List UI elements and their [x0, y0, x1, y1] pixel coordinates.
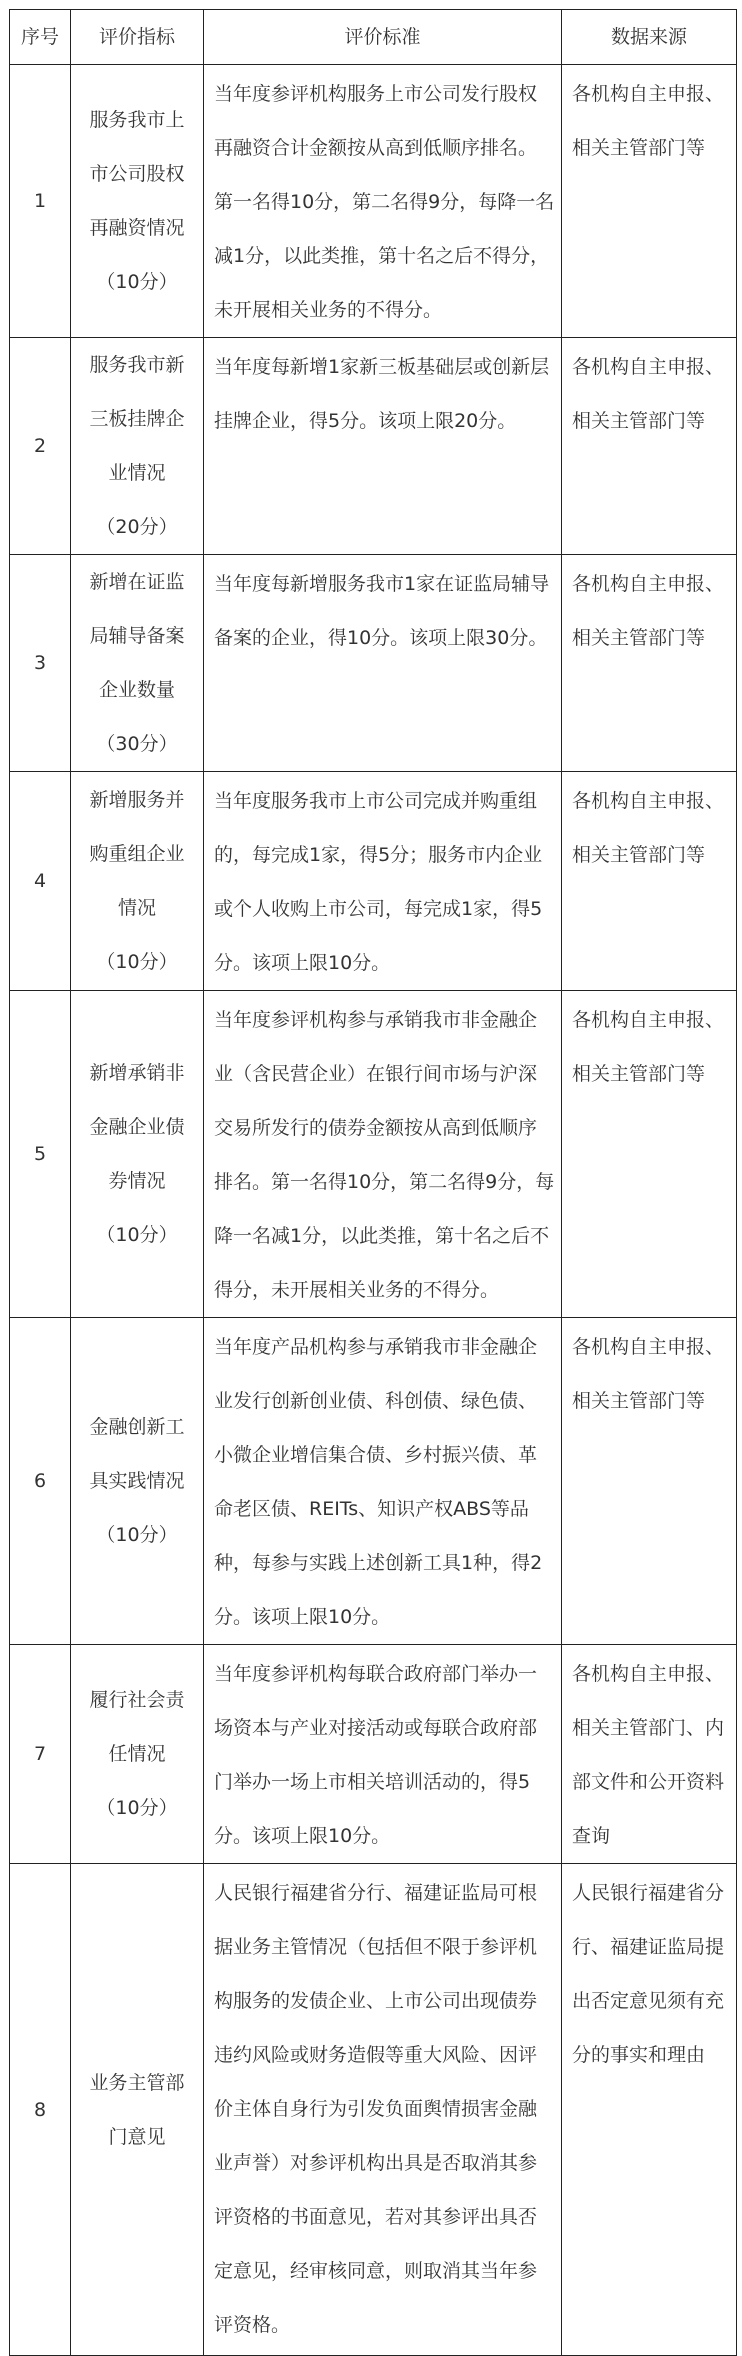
criteria-cell-line: 当年度每新增服务我市1家在证监局辅导	[214, 573, 550, 595]
source-cell-line: 相关主管部门等	[572, 627, 706, 649]
header-no: 序号	[10, 10, 71, 65]
row-number: 5	[10, 991, 71, 1318]
row-number: 4	[10, 772, 71, 991]
criteria-cell-line: 价主体自身行为引发负面舆情损害金融	[214, 2098, 538, 2120]
indicator-cell-line: 券情况	[108, 1170, 166, 1192]
indicator-cell-line: 金融创新工	[89, 1416, 185, 1438]
row-number: 6	[10, 1318, 71, 1645]
source-cell-line: 各机构自主申报、	[572, 356, 725, 378]
criteria-cell-line: 降一名减1分，以此类推，第十名之后不	[214, 1225, 550, 1247]
criteria-cell-line: 当年度服务我市上市公司完成并购重组	[214, 790, 538, 812]
source-cell-line: 各机构自主申报、	[572, 83, 725, 105]
table-row	[10, 991, 737, 1318]
table-row	[10, 1645, 737, 1864]
row-number: 7	[10, 1645, 71, 1864]
source-cell-line: 相关主管部门等	[572, 410, 706, 432]
criteria-cell-line: 种，每参与实践上述创新工具1种，得2	[214, 1552, 543, 1574]
criteria-cell-line: 门举办一场上市相关培训活动的，得5	[214, 1771, 531, 1793]
source-cell-line: 各机构自主申报、	[572, 790, 725, 812]
indicator-cell-line: （10分）	[96, 1224, 178, 1246]
indicator-cell-line: 任情况	[108, 1743, 166, 1765]
criteria-cell-line: 场资本与产业对接活动或每联合政府部	[214, 1717, 538, 1739]
indicator-cell-line: （20分）	[96, 516, 178, 538]
table-row	[10, 1318, 737, 1645]
indicator-cell-line: （10分）	[96, 1797, 178, 1819]
indicator-cell-line: 再融资情况	[89, 217, 185, 239]
indicator-cell-line: 情况	[117, 897, 156, 919]
criteria-cell-line: 备案的企业，得10分。该项上限30分。	[214, 627, 548, 649]
indicator-cell-line: 门意见	[108, 2125, 166, 2148]
criteria-cell	[204, 555, 562, 772]
table-row	[10, 772, 737, 991]
source-cell-line: 各机构自主申报、	[572, 573, 725, 595]
row-number: 8	[10, 1864, 71, 2356]
source-cell	[562, 1864, 737, 2356]
source-cell-line: 各机构自主申报、	[572, 1663, 725, 1685]
criteria-cell-line: 构服务的发债企业、上市公司出现债券	[214, 1990, 538, 2012]
criteria-cell	[204, 1864, 562, 2356]
criteria-cell-line: 据业务主管情况（包括但不限于参评机	[214, 1936, 538, 1958]
source-cell-line: 各机构自主申报、	[572, 1009, 725, 1031]
criteria-cell	[204, 1318, 562, 1645]
criteria-cell-line: 未开展相关业务的不得分。	[214, 299, 443, 321]
criteria-cell	[204, 1645, 562, 1864]
indicator-cell-line: 履行社会责	[89, 1689, 185, 1711]
source-cell-line: 部文件和公开资料	[572, 1771, 725, 1793]
source-cell	[562, 1645, 737, 1864]
criteria-cell-line: 得分，未开展相关业务的不得分。	[214, 1279, 500, 1301]
indicator-cell	[71, 1864, 204, 2356]
indicator-cell	[71, 772, 204, 991]
criteria-cell-line: 或个人收购上市公司，每完成1家，得5	[214, 898, 543, 920]
criteria-cell-line: 当年度参评机构参与承销我市非金融企	[214, 1009, 538, 1031]
source-cell-line: 人民银行福建省分	[572, 1882, 725, 1904]
criteria-cell-line: 当年度每新增1家新三板基础层或创新层	[214, 356, 550, 378]
criteria-cell-line: 违约风险或财务造假等重大风险、因评	[214, 2044, 538, 2066]
criteria-cell-line: 挂牌企业，得5分。该项上限20分。	[214, 410, 517, 432]
indicator-cell-line: （10分）	[96, 951, 178, 973]
source-cell-line: 出否定意见须有充	[572, 1990, 725, 2012]
row-number: 1	[10, 65, 71, 338]
indicator-cell-line: （10分）	[96, 271, 178, 293]
table-row	[10, 1864, 737, 2356]
indicator-cell	[71, 991, 204, 1318]
table-row	[10, 555, 737, 772]
indicator-cell-line: 新增在证监	[89, 571, 185, 593]
criteria-cell-line: 当年度参评机构服务上市公司发行股权	[214, 83, 538, 105]
row-number: 2	[10, 338, 71, 555]
criteria-cell-line: 分。该项上限10分。	[214, 952, 391, 974]
source-cell-line: 查询	[572, 1825, 611, 1847]
criteria-cell-line: 再融资合计金额按从高到低顺序排名。	[214, 137, 538, 159]
source-cell-line: 各机构自主申报、	[572, 1336, 725, 1358]
criteria-cell-line: 排名。第一名得10分，第二名得9分，每	[214, 1171, 555, 1193]
indicator-cell-line: 服务我市新	[89, 354, 185, 376]
criteria-cell-line: 第一名得10分，第二名得9分，每降一名	[214, 191, 555, 213]
source-cell-line: 分的事实和理由	[572, 2044, 706, 2066]
indicator-cell	[71, 338, 204, 555]
criteria-cell-line: 评资格。	[214, 2314, 291, 2336]
criteria-cell-line: 小微企业增信集合债、乡村振兴债、革	[214, 1444, 538, 1466]
criteria-cell	[204, 338, 562, 555]
table-row	[10, 338, 737, 555]
indicator-cell-line: 业情况	[108, 462, 166, 484]
source-cell-line: 相关主管部门、内	[572, 1717, 725, 1739]
source-cell	[562, 65, 737, 338]
criteria-cell-line: 业（含民营企业）在银行间市场与沪深	[214, 1063, 538, 1085]
criteria-cell-line: 命老区债、REITs、知识产权ABS等品	[214, 1498, 529, 1520]
criteria-cell-line: 当年度参评机构每联合政府部门举办一	[214, 1663, 538, 1685]
indicator-cell-line: 业务主管部	[89, 2071, 185, 2094]
row-number: 3	[10, 555, 71, 772]
criteria-cell-line: 业声誉）对参评机构出具是否取消其参	[214, 2152, 538, 2174]
indicator-cell	[71, 555, 204, 772]
header-indicator: 评价指标	[71, 10, 204, 65]
indicator-cell-line: 新增承销非	[89, 1062, 185, 1084]
source-cell	[562, 991, 737, 1318]
source-cell	[562, 772, 737, 991]
indicator-cell	[71, 65, 204, 338]
indicator-cell-line: （10分）	[96, 1524, 178, 1546]
indicator-cell-line: 服务我市上	[89, 109, 185, 131]
source-cell	[562, 555, 737, 772]
criteria-cell-line: 业发行创新创业债、科创债、绿色债、	[214, 1390, 538, 1412]
indicator-cell-line: 局辅导备案	[89, 625, 185, 647]
criteria-cell-line: 减1分，以此类推，第十名之后不得分，	[214, 245, 550, 267]
indicator-cell-line: 具实践情况	[89, 1470, 185, 1492]
source-cell-line: 相关主管部门等	[572, 1063, 706, 1085]
indicator-cell-line: 企业数量	[98, 679, 175, 701]
criteria-cell-line: 人民银行福建省分行、福建证监局可根	[214, 1882, 538, 1904]
indicator-cell-line: （30分）	[96, 733, 178, 755]
source-cell-line: 相关主管部门等	[572, 844, 706, 866]
source-cell	[562, 1318, 737, 1645]
criteria-cell-line: 定意见，经审核同意，则取消其当年参	[214, 2260, 538, 2282]
criteria-cell	[204, 772, 562, 991]
criteria-cell-line: 分。该项上限10分。	[214, 1825, 391, 1847]
criteria-cell-line: 评资格的书面意见，若对其参评出具否	[214, 2206, 538, 2228]
source-cell-line: 行、福建证监局提	[572, 1936, 725, 1958]
indicator-cell-line: 购重组企业	[89, 843, 185, 865]
criteria-cell	[204, 65, 562, 338]
source-cell	[562, 338, 737, 555]
header-row	[10, 10, 737, 65]
criteria-cell-line: 的，每完成1家，得5分；服务市内企业	[214, 844, 543, 866]
indicator-cell-line: 新增服务并	[89, 789, 185, 811]
table-row	[10, 65, 737, 338]
header-source: 数据来源	[562, 10, 737, 65]
source-cell-line: 相关主管部门等	[572, 1390, 706, 1412]
evaluation-table	[9, 9, 737, 2356]
source-cell-line: 相关主管部门等	[572, 137, 706, 159]
indicator-cell-line: 金融企业债	[89, 1116, 185, 1138]
criteria-cell-line: 分。该项上限10分。	[214, 1606, 391, 1628]
criteria-cell-line: 交易所发行的债券金额按从高到低顺序	[214, 1117, 538, 1139]
indicator-cell-line: 市公司股权	[89, 163, 185, 185]
criteria-cell	[204, 991, 562, 1318]
criteria-cell-line: 当年度产品机构参与承销我市非金融企	[214, 1336, 538, 1358]
indicator-cell-line: 三板挂牌企	[89, 408, 185, 430]
indicator-cell	[71, 1645, 204, 1864]
header-criteria: 评价标准	[204, 10, 562, 65]
indicator-cell	[71, 1318, 204, 1645]
